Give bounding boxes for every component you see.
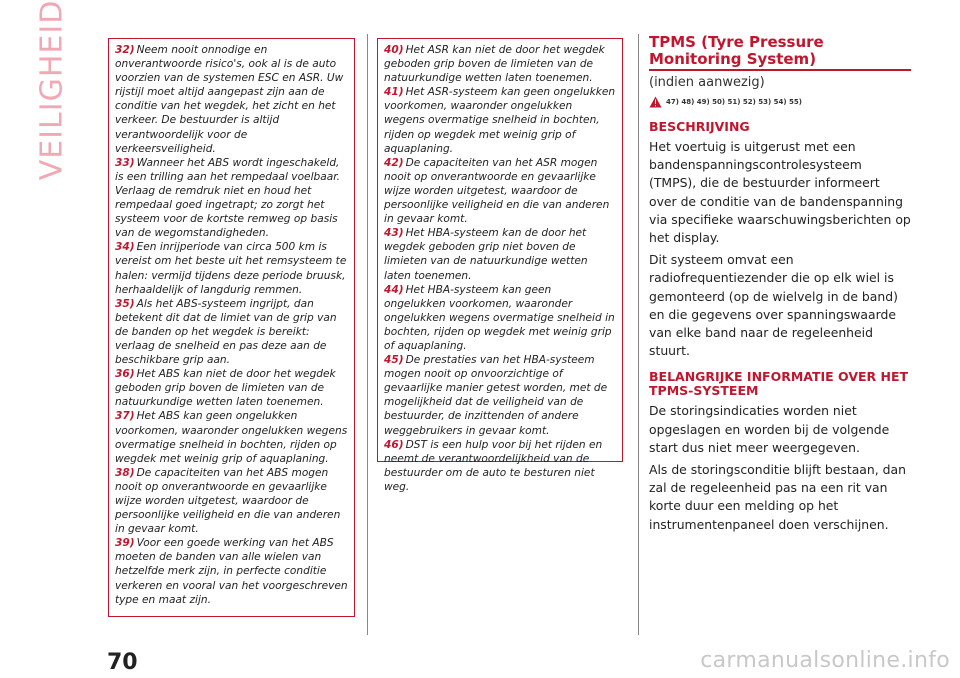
warning-note — [115, 297, 348, 367]
paragraph: Dit systeem omvat een radiofrequentiezender die op elk wiel is gemonteerd (op de wielvelg in de band) en die gegevens over spanningswaarde van elke band naar de regeleenheid stuurt. — [649, 252, 898, 359]
note-text: De prestaties van het HBA-systeem mogen nooit op onvoorzichtige of gevaarlijke manier getest worden, met de mogelijkheid dat de veiligheid van de bestuurder, de inzittenden of andere weggebruikers in gevaar komt. — [384, 354, 608, 437]
warning-note — [115, 367, 348, 409]
warning-note — [115, 466, 348, 536]
section-heading-line2: Monitoring System) — [649, 50, 817, 68]
note-number: 35) — [115, 297, 135, 310]
note-text: Het HBA-systeem kan de door het wegdek geboden grip niet boven de limieten van de natuurkundige wetten laten toenemen. — [384, 227, 588, 282]
note-number: 33) — [115, 156, 135, 169]
warning-note — [384, 43, 616, 85]
note-text: Wanneer het ABS wordt ingeschakeld, is een trilling aan het rempedaal voelbaar. Verlaag de remdruk niet en houd het rempedaal goed ingetrapt; zo zorgt het systeem voor de kortste remweg op basis van de wegomstandigheden. — [115, 156, 340, 240]
watermark: carmanualsonline.info — [700, 648, 950, 673]
note-number: 45) — [384, 354, 404, 367]
note-text: Het ASR kan niet de door het wegdek geboden grip boven de limieten van de natuurkundige wetten laten toenemen. — [384, 44, 605, 85]
section-heading-line1: TPMS (Tyre Pressure — [649, 33, 824, 51]
note-text: Het ABS kan niet de door het wegdek geboden grip boven de limieten van de natuurkundige wetten laten toenemen. — [115, 368, 336, 409]
warning-note — [384, 156, 616, 226]
warning-triangle-icon — [649, 96, 662, 108]
warning-note — [115, 156, 348, 241]
note-text: De capaciteiten van het ASR mogen nooit op onverantwoorde en gevaarlijke wijze worden uitgetest, waardoor de persoonlijke veiligheid en die van anderen in gevaar komt. — [384, 156, 610, 226]
paragraph: Het voertuig is uitgerust met een bandenspanningscontrolesysteem (TMPS), die de bestuurder informeert over de conditie van de bandenspanning via specifieke waarschuwingsberichten op het display. — [649, 139, 911, 246]
section-title-belangrijke-informatie — [649, 370, 911, 398]
note-text: Het ABS kan geen ongelukken voorkomen, waaronder ongelukken wegens overmatige snelheid in bochten, rijden op wegdek met weinig grip of aquaplaning. — [115, 410, 348, 465]
note-number: 42) — [384, 156, 404, 169]
page-number: 70 — [107, 650, 138, 675]
note-text: Het HBA-systeem kan geen ongelukken voorkomen, waaronder ongelukken wegens overmatige snelheid in bochten, rijden op wegdek met weinig grip of aquaplaning. — [384, 283, 615, 352]
section-title-line1: BELANGRIJKE INFORMATIE OVER HET — [649, 369, 909, 385]
note-text: Neem nooit onnodige en onverantwoorde risico's, ook al is de auto voorzien van de systemen ESC en ASR. Uw rijstijl moet altijd aangepast zijn aan de conditie van het wegdek, het zicht en het verkeer. De bestuurder is altijd verantwoordelijk voor de verkeersveiligheid. — [115, 44, 344, 155]
paragraph: De storingsindicaties worden niet opgeslagen en worden bij de volgende start dus niet meer weergegeven. — [649, 403, 890, 455]
warning-note — [384, 226, 616, 282]
tpms-section — [649, 34, 911, 538]
note-text: Voor een goede werking van het ABS moeten de banden van alle wielen van hetzelfde merk zijn, in perfecte conditie verkeren en vooral van het voorgeschreven type en maat zijn. — [115, 537, 348, 606]
note-text: De capaciteiten van het ABS mogen nooit op onverantwoorde en gevaarlijke wijze worden uitgetest, waardoor de persoonlijke veiligheid en die van anderen in gevaar komt. — [115, 466, 341, 536]
note-number: 37) — [115, 410, 135, 423]
warning-note — [384, 353, 616, 438]
section-subtitle: (indien aanwezig) — [649, 75, 765, 90]
warning-note — [384, 85, 616, 155]
note-number: 34) — [115, 241, 135, 254]
note-number: 40) — [384, 44, 404, 56]
note-text: Het ASR-systeem kan geen ongelukken voorkomen, waaronder ongelukken wegens overmatige snelheid in bochten, rijden op wegdek met weinig grip of aquaplaning. — [384, 86, 616, 155]
section-title-line2: TPMS-SYSTEEM — [649, 383, 759, 399]
note-number: 41) — [384, 86, 404, 99]
heading-rule — [649, 69, 911, 71]
warning-note — [115, 536, 348, 606]
warning-note — [115, 240, 348, 296]
note-number: 43) — [384, 227, 404, 240]
notes-list-middle — [384, 43, 616, 494]
notes-box-left — [108, 38, 355, 617]
note-text: Een inrijperiode van circa 500 km is vereist om het beste uit het remsysteem te halen: vermijd tijdens deze periode bruusk, herhaaldelijk of langdurig remmen. — [115, 241, 347, 296]
note-number: 36) — [115, 368, 135, 381]
warning-note — [384, 438, 616, 494]
paragraph: Als de storingsconditie blijft bestaan, dan zal de regeleenheid pas na een rit van korte duur een melding op het instrumentenpaneel doen verschijnen. — [649, 462, 906, 532]
note-number: 32) — [115, 44, 135, 56]
note-number: 39) — [115, 537, 135, 550]
note-number: 44) — [384, 283, 404, 296]
section-side-tab-label: VEILIGHEID — [34, 0, 70, 181]
note-text: Als het ABS-systeem ingrijpt, dan betekent dit dat de limiet van de grip van de banden op het wegdek is bereikt: verlaag de snelheid en pas deze aan de beschikbare grip aan. — [115, 297, 337, 367]
warning-references — [649, 96, 911, 108]
column-divider — [638, 34, 639, 635]
note-text: DST is een hulp voor bij het rijden en neemt de verantwoordelijkheid van de bestuurder om de auto te besturen niet weg. — [384, 438, 603, 493]
section-side-tab — [22, 0, 82, 181]
note-number: 38) — [115, 466, 135, 479]
note-number: 46) — [384, 438, 404, 451]
notes-box-middle — [377, 38, 623, 493]
column-divider — [367, 34, 368, 635]
warning-reference-numbers: 47) 48) 49) 50) 51) 52) 53) 54) 55) — [666, 98, 802, 106]
warning-note — [115, 409, 348, 465]
notes-list-left — [115, 43, 348, 607]
warning-note — [384, 283, 616, 353]
warning-note — [115, 43, 348, 156]
section-heading — [649, 34, 911, 68]
section-title-beschrijving: BESCHRIJVING — [649, 119, 750, 134]
